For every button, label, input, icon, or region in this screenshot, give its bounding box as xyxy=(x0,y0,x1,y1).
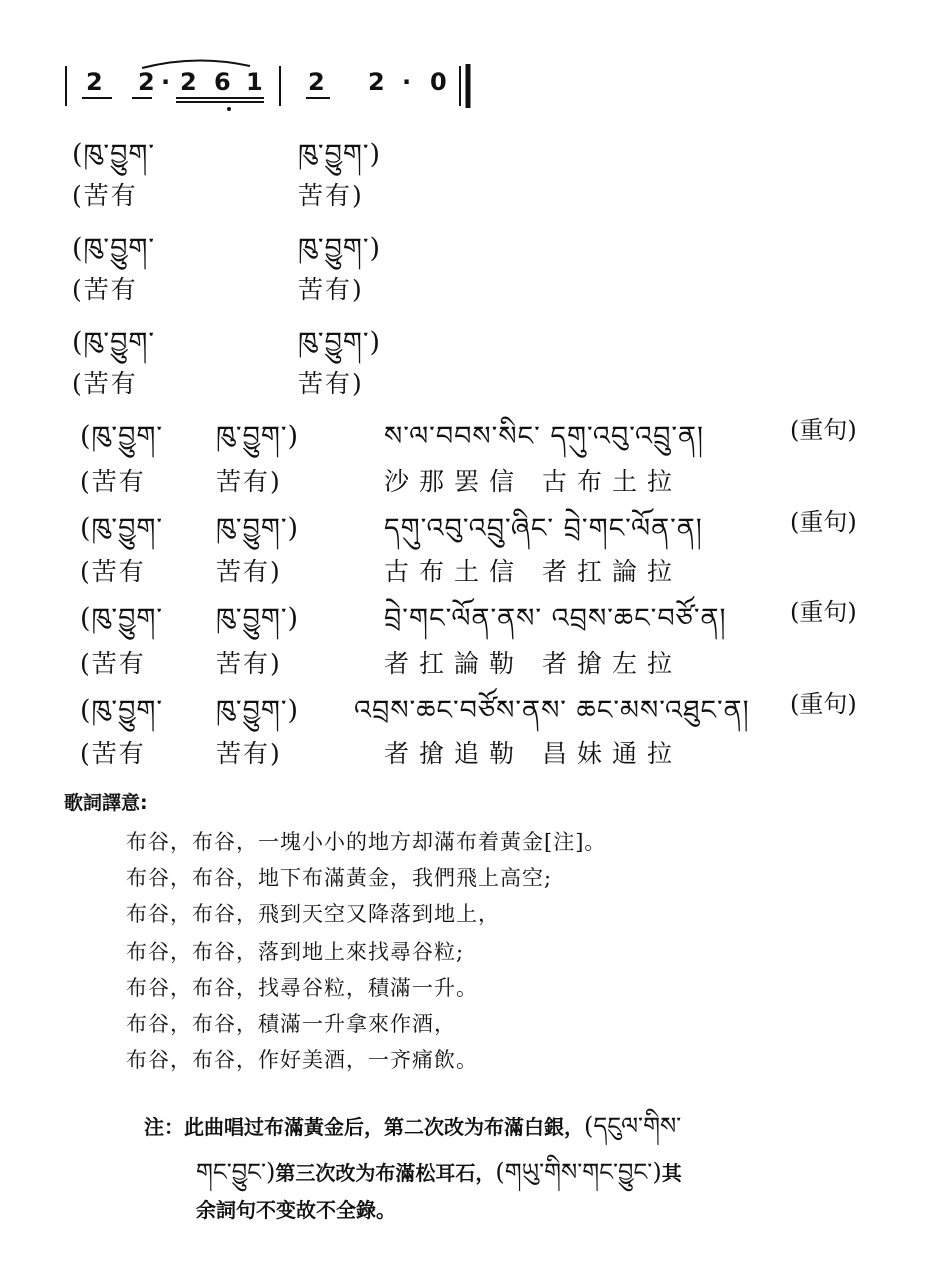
translation-line-1: 布谷，布谷，一塊小小的地方却滿布着黃金[注]。 xyxy=(126,830,607,854)
verse-2-tib-b: ཁུ་བྱུག་) xyxy=(216,513,300,544)
note-3: 2 xyxy=(180,68,197,96)
intro-tib-left-3: (ཁུ་བྱུག་ xyxy=(72,327,156,358)
footnote-tib-1a: (དངུལ་གིས་ xyxy=(584,1112,682,1140)
translation-line-6: 布谷，布谷，積滿一升拿來作酒， xyxy=(126,1012,456,1036)
verse-3-repeat: (重句) xyxy=(790,598,857,626)
footnote-text-3: 其 xyxy=(661,1161,682,1185)
verse-1-chn-lyric: 沙那罢信 古布土拉 xyxy=(384,467,682,496)
intro-tib-left-2: (ཁུ་བྱུག་ xyxy=(72,233,156,264)
verse-4-chn-lyric: 者搶追勒 昌妹通拉 xyxy=(384,739,682,768)
intro-chn-right-3: 苦有) xyxy=(298,369,364,398)
footnote-tib-1b: གང་བྱུང་) xyxy=(196,1158,276,1186)
note-8: 0 xyxy=(430,68,447,96)
verse-1-repeat: (重句) xyxy=(790,416,857,444)
footnote-tib-2: (གཡུ་གིས་གང་བྱུང་) xyxy=(495,1158,662,1186)
verse-4-chn-a: (苦有 xyxy=(80,739,146,768)
verse-2-chn-a: (苦有 xyxy=(80,557,146,586)
intro-chn-right-2: 苦有) xyxy=(298,275,364,304)
translation-title: 歌詞譯意: xyxy=(64,792,148,814)
verse-2-chn-b: 苦有) xyxy=(216,557,282,586)
note-7: 2 xyxy=(368,68,385,96)
note-dot-1: · xyxy=(161,68,171,96)
verse-3-chn-a: (苦有 xyxy=(80,649,146,678)
note-4: 6 xyxy=(214,68,231,96)
note-dot-2: · xyxy=(402,68,412,96)
intro-chn-left-2: (苦有 xyxy=(72,275,138,304)
intro-chn-left-3: (苦有 xyxy=(72,369,138,398)
note-1: 2 xyxy=(86,68,103,96)
footnote-text-1: 注：此曲唱过布滿黃金后，第二次改为布滿白銀， xyxy=(144,1115,584,1139)
translation-line-2: 布谷，布谷，地下布滿黃金，我們飛上高空; xyxy=(126,866,553,890)
translation-line-5: 布谷，布谷，找尋谷粒，積滿一升。 xyxy=(126,976,478,1000)
verse-3-tib-a: (ཁུ་བྱུག་ xyxy=(80,603,164,634)
intro-tib-left-1: (ཁུ་བྱུག་ xyxy=(72,139,156,170)
intro-tib-right-3: ཁུ་བྱུག་) xyxy=(298,327,382,358)
translation-line-3: 布谷，布谷，飛到天空又降落到地上， xyxy=(126,902,500,926)
translation-line-7: 布谷，布谷，作好美酒，一齐痛飲。 xyxy=(126,1048,478,1072)
verse-1-tib-b: ཁུ་བྱུག་) xyxy=(216,421,300,452)
intro-tib-right-2: ཁུ་བྱུག་) xyxy=(298,233,382,264)
note-2: 2 xyxy=(138,68,155,96)
intro-chn-right-1: 苦有) xyxy=(298,181,364,210)
note-5: 1 xyxy=(246,68,263,96)
intro-tib-right-1: ཁུ་བྱུག་) xyxy=(298,139,382,170)
footnote-text-2: 第三次改为布滿松耳石， xyxy=(275,1161,496,1185)
verse-2-tib-a: (ཁུ་བྱུག་ xyxy=(80,513,164,544)
verse-3-tib-lyric: བྲེ་གང་ལོན་ནས་ འབྲས་ཆང་བཙོ་ན། xyxy=(384,603,727,634)
verse-2-tib-lyric: དགུ་འབུ་འབྲུ་ཞིང་ བྲེ་གང་ལོན་ན། xyxy=(384,513,703,544)
intro-chn-left-1: (苦有 xyxy=(72,181,138,210)
verse-2-repeat: (重句) xyxy=(790,508,857,536)
verse-2-chn-lyric: 古布土信 者扛論拉 xyxy=(384,557,682,586)
verse-1-tib-a: (ཁུ་བྱུག་ xyxy=(80,421,164,452)
verse-4-tib-lyric: འབྲས་ཆང་བཙོས་ནས་ ཆང་མས་འཐུང་ན། xyxy=(354,695,750,726)
verse-1-chn-a: (苦有 xyxy=(80,467,146,496)
verse-4-repeat: (重句) xyxy=(790,690,857,718)
verse-4-tib-b: ཁུ་བྱུག་) xyxy=(216,695,300,726)
verse-4-tib-a: (ཁུ་བྱུག་ xyxy=(80,695,164,726)
verse-1-chn-b: 苦有) xyxy=(216,467,282,496)
verse-3-tib-b: ཁུ་བྱུག་) xyxy=(216,603,300,634)
verse-4-chn-b: 苦有) xyxy=(216,739,282,768)
numbered-notation xyxy=(64,58,494,120)
verse-3-chn-b: 苦有) xyxy=(216,649,282,678)
verse-3-chn-lyric: 者扛論勒 者搶左拉 xyxy=(384,649,682,678)
note-6: 2 xyxy=(308,68,325,96)
footnote-line-3: 余詞句不变故不全錄。 xyxy=(196,1198,396,1222)
translation-line-4: 布谷，布谷，落到地上來找尋谷粒; xyxy=(126,940,465,964)
verse-1-tib-lyric: ས་ལ་བབས་སིང་ དགུ་འབུ་འབྲུ་ན། xyxy=(384,421,705,452)
